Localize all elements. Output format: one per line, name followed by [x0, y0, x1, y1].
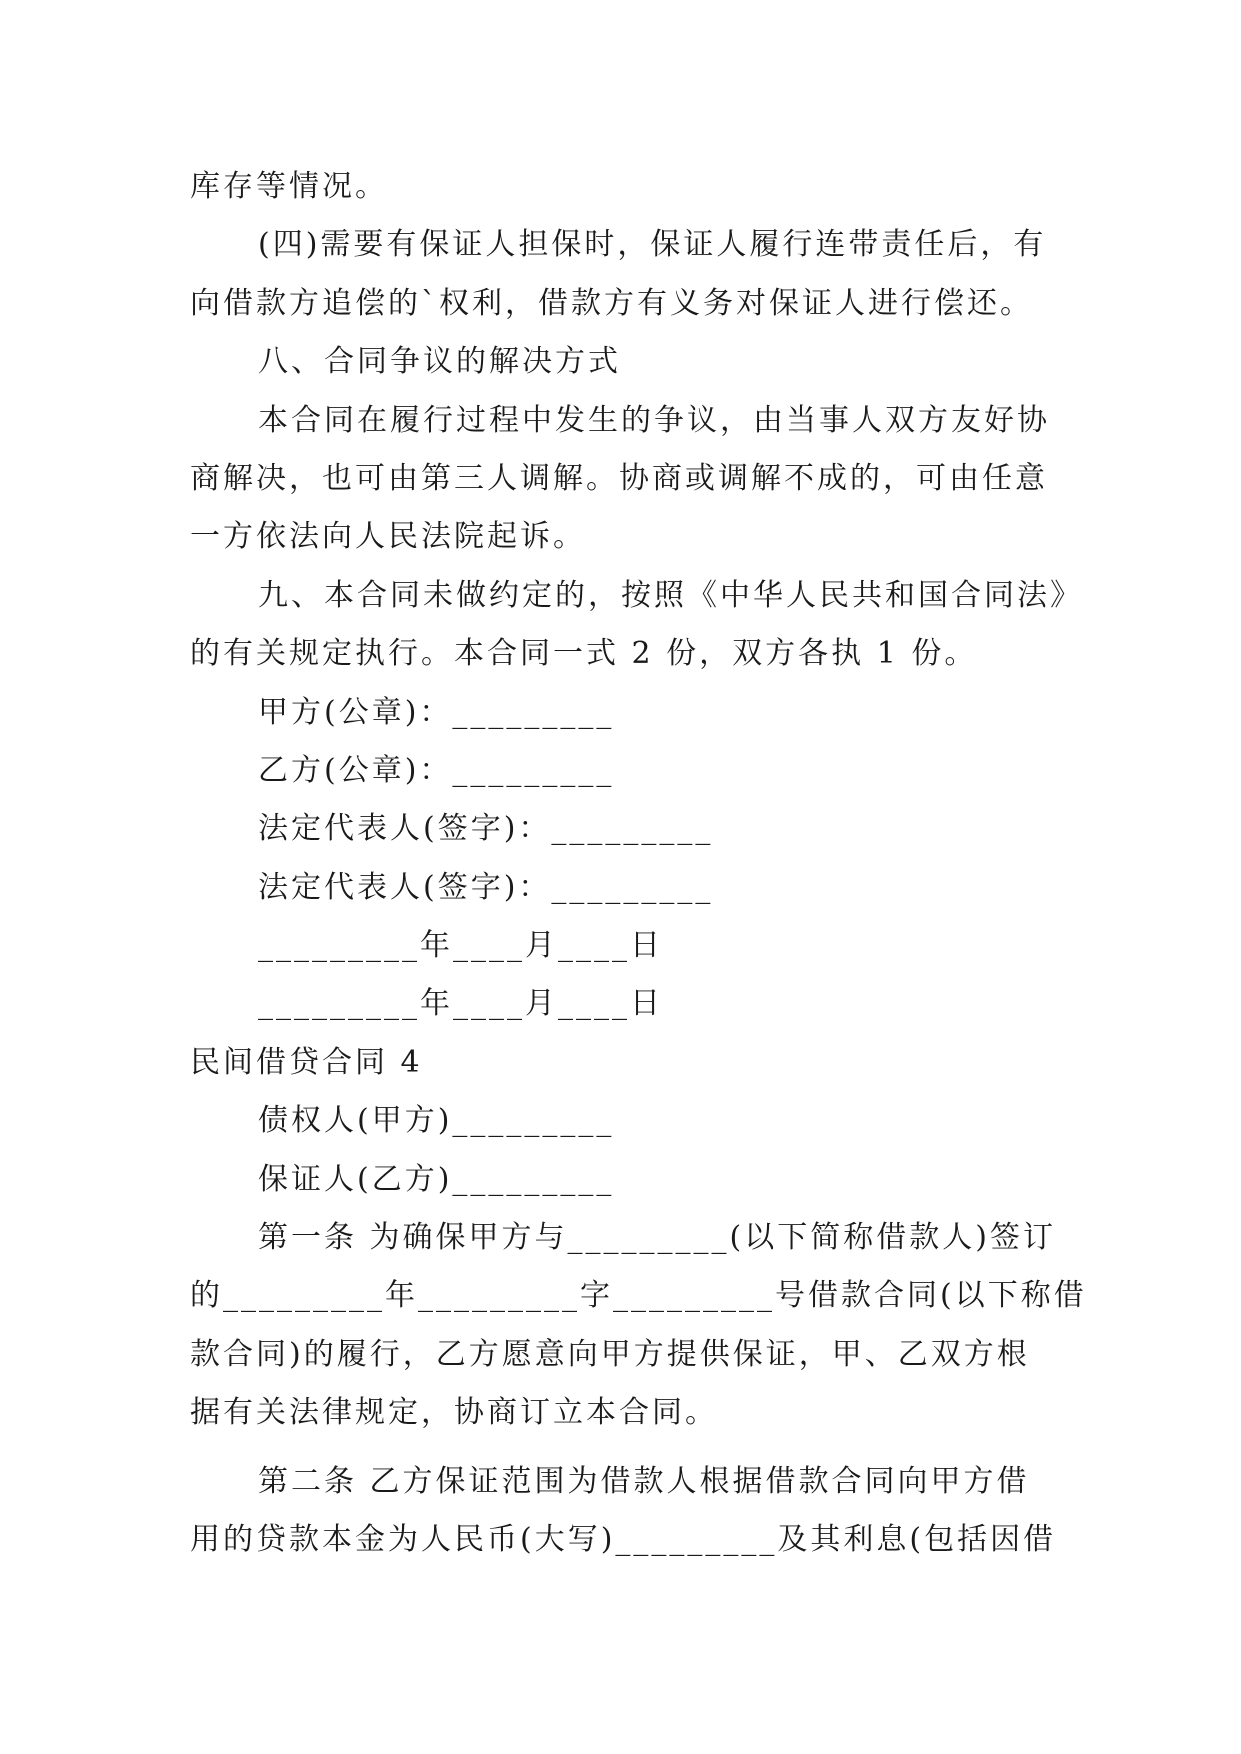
- paragraph-line: (四)需要有保证人担保时，保证人履行连带责任后，有: [258, 227, 1047, 263]
- paragraph-gap: [190, 1443, 1050, 1453]
- section-heading: 八、合同争议的解决方式: [258, 344, 621, 380]
- paragraph-line: 用的贷款本金为人民币(大写)_________及其利息(包括因借: [190, 1521, 1057, 1557]
- creditor-line: 债权人(甲方)_________: [258, 1103, 615, 1139]
- date-line: _________年____月____日: [258, 928, 663, 964]
- paragraph-line: 据有关法律规定，协商订立本合同。: [190, 1395, 718, 1431]
- signature-line-representative: 法定代表人(签字)：_________: [258, 811, 714, 847]
- paragraph-line: 第一条 为确保甲方与_________(以下简称借款人)签订: [258, 1220, 1056, 1256]
- document-title: 民间借贷合同 4: [190, 1044, 423, 1080]
- date-line: _________年____月____日: [258, 986, 663, 1022]
- document-body: [190, 158, 1087, 1569]
- paragraph-line: 款合同)的履行，乙方愿意向甲方提供保证，甲、乙双方根: [190, 1336, 1030, 1372]
- paragraph-line: 第二条 乙方保证范围为借款人根据借款合同向甲方借: [258, 1463, 1030, 1499]
- paragraph-line: 的_________年_________字_________号借款合同(以下称借: [190, 1278, 1087, 1314]
- signature-line-party-b: 乙方(公章)：_________: [258, 752, 615, 788]
- paragraph-line: 本合同在履行过程中发生的争议，由当事人双方友好协: [258, 402, 1050, 438]
- paragraph-line: 的有关规定执行。本合同一式 2 份，双方各执 1 份。: [190, 636, 978, 672]
- paragraph-line: 一方依法向人民法院起诉。: [190, 519, 586, 555]
- paragraph-line: 向借款方追偿的`权利，借款方有义务对保证人进行偿还。: [190, 285, 1033, 321]
- guarantor-line: 保证人(乙方)_________: [258, 1161, 615, 1197]
- signature-line-party-a: 甲方(公章)：_________: [258, 694, 615, 730]
- paragraph-line: 商解决，也可由第三人调解。协商或调解不成的，可由任意: [190, 460, 1048, 496]
- paragraph-line: 九、本合同未做约定的，按照《中华人民共和国合同法》: [258, 577, 1083, 613]
- signature-line-representative: 法定代表人(签字)：_________: [258, 869, 714, 905]
- paragraph-line: 库存等情况。: [190, 169, 388, 204]
